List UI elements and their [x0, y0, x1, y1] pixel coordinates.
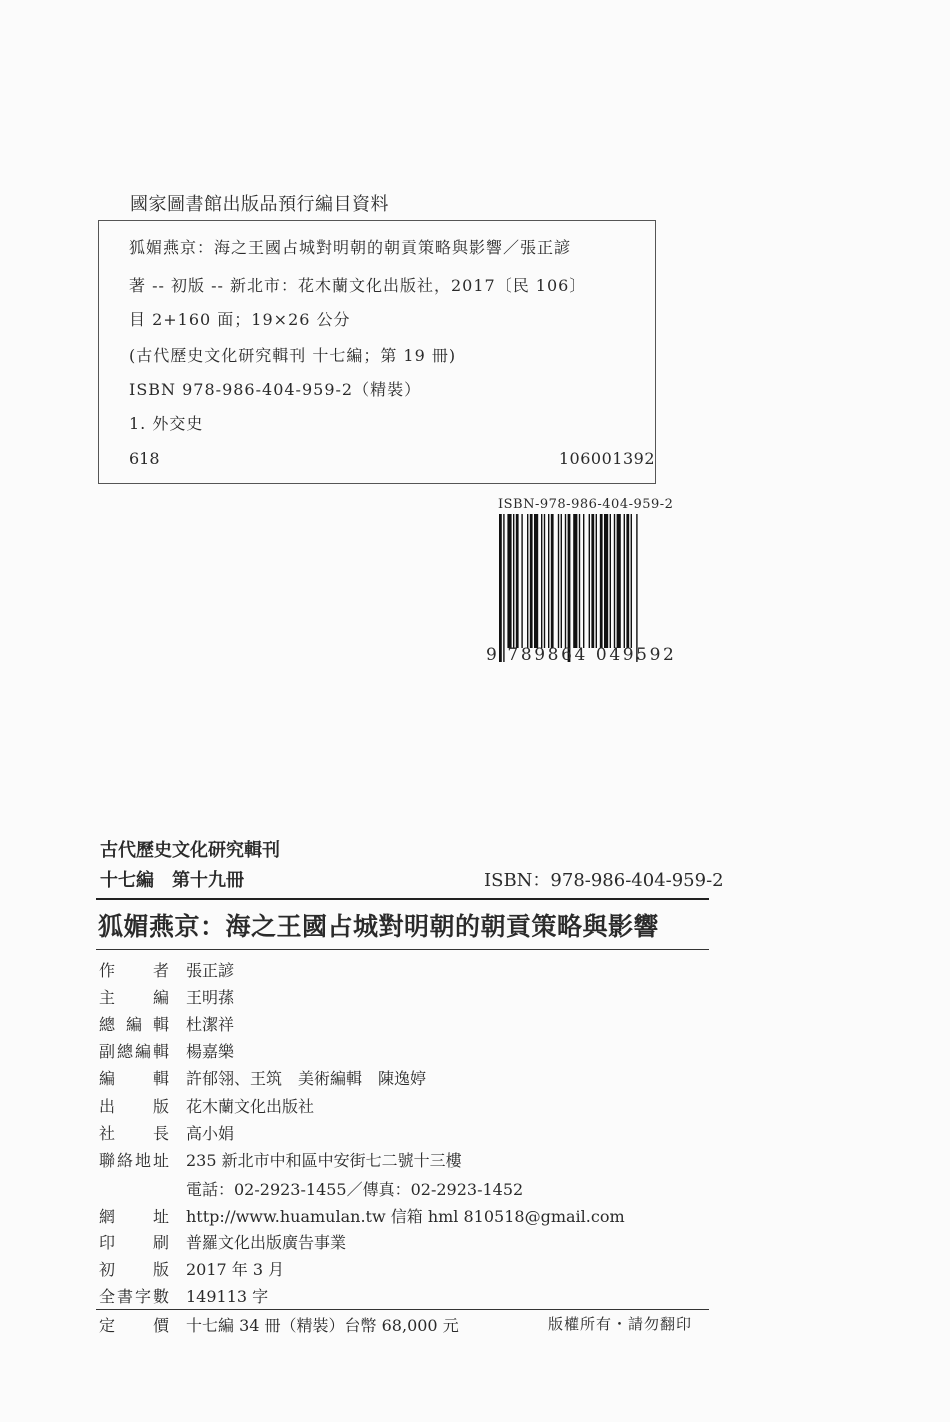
- credit-label-char: 定: [99, 1316, 116, 1335]
- barcode-bar: [589, 514, 590, 648]
- series-title: 古代歷史文化研究輯刊: [100, 840, 280, 861]
- credit-value: 149113 字: [186, 1287, 269, 1306]
- cip-record-number: 106001392: [558, 449, 655, 468]
- isbn-barcode: [497, 514, 679, 662]
- barcode-bar: [527, 514, 528, 648]
- credit-label: [99, 1230, 169, 1253]
- barcode-bar: [614, 514, 615, 648]
- credit-label: [99, 985, 169, 1008]
- credit-label: [99, 1204, 169, 1227]
- credit-label: [99, 1094, 169, 1117]
- credit-label: [99, 1313, 169, 1336]
- credit-label: [99, 1039, 169, 1062]
- divider: [96, 1309, 709, 1310]
- barcode-bar: [631, 514, 632, 648]
- barcode-bar: [626, 514, 629, 648]
- cip-imprint-line: 著 -- 初版 -- 新北市：花木蘭文化出版社，2017〔民 106〕: [129, 276, 587, 295]
- cip-pages-line: 目 2+160 面；19×26 公分: [129, 310, 351, 329]
- credit-label-char: 總: [116, 1042, 133, 1061]
- series-isbn: ISBN：978-986-404-959-2: [484, 870, 724, 891]
- copyright-notice: 版權所有・請勿翻印: [548, 1315, 693, 1333]
- credit-label-char: 副: [99, 1042, 116, 1061]
- barcode-bar: [596, 514, 597, 648]
- credit-label-char: 編: [125, 1015, 142, 1034]
- barcode-bar: [516, 514, 519, 648]
- barcode-bar: [617, 514, 621, 648]
- credit-label-char: 輯: [152, 1015, 169, 1034]
- credit-label-char: 址: [152, 1207, 169, 1226]
- credit-label: [99, 1066, 169, 1089]
- credit-label-char: 編: [152, 988, 169, 1007]
- credit-value: 花木蘭文化出版社: [186, 1097, 315, 1116]
- credit-label-char: 編: [99, 1069, 116, 1088]
- credit-label-char: 出: [99, 1097, 116, 1116]
- credit-label-char: 編: [134, 1042, 151, 1061]
- credit-label-char: 總: [99, 1015, 116, 1034]
- divider: [96, 949, 709, 950]
- credit-value: 十七編 34 冊（精裝）台幣 68,000 元: [186, 1316, 459, 1335]
- credit-label-char: 價: [152, 1316, 169, 1335]
- credit-label-char: 初: [99, 1260, 116, 1279]
- credit-label-char: 刷: [152, 1233, 169, 1252]
- credit-label-char: 者: [152, 961, 169, 980]
- credit-label-char: 作: [99, 961, 116, 980]
- barcode-isbn-label: ISBN-978-986-404-959-2: [498, 497, 674, 512]
- divider: [96, 898, 709, 900]
- barcode-bar: [624, 514, 625, 648]
- credit-label: [99, 1121, 169, 1144]
- barcode-bar: [604, 514, 608, 648]
- credit-value: 杜潔祥: [186, 1015, 235, 1034]
- credit-label-char: 地: [134, 1151, 151, 1170]
- credit-label-char: 輯: [152, 1042, 169, 1061]
- book-title: 狐媚燕京：海之王國占城對明朝的朝貢策略與影響: [98, 912, 660, 941]
- barcode-bar: [548, 514, 549, 648]
- barcode-bar: [573, 514, 577, 648]
- barcode-bar: [561, 514, 562, 648]
- credit-value: 電話：02-2923-1455／傳真：02-2923-1452: [186, 1180, 524, 1199]
- credit-label-char: 字: [134, 1287, 151, 1306]
- credit-value: 235 新北市中和區中安街七二號十三樓: [186, 1151, 462, 1170]
- credit-label: [99, 1148, 169, 1171]
- barcode-bar: [507, 514, 511, 648]
- credit-label-char: 址: [152, 1151, 169, 1170]
- credit-value: 高小娟: [186, 1124, 235, 1143]
- barcode-bar: [541, 514, 542, 648]
- barcode-bar: [636, 514, 637, 662]
- barcode-bar: [600, 514, 603, 648]
- barcode-bar: [579, 514, 580, 648]
- credit-label-char: 絡: [116, 1151, 133, 1170]
- barcode-bar: [568, 514, 571, 662]
- cip-subject-line: 1. 外交史: [129, 414, 204, 433]
- barcode-bar: [534, 514, 538, 648]
- credit-label: [99, 1012, 169, 1035]
- barcode-bar: [530, 514, 533, 648]
- cip-title-line: 狐媚燕京：海之王國占城對明朝的朝貢策略與影響／張正諺: [129, 238, 572, 257]
- cip-record-box: [98, 220, 656, 484]
- credit-label: [99, 1257, 169, 1280]
- credit-value: 許郁翎、王筑 美術編輯 陳逸婷: [186, 1069, 427, 1088]
- series-volume: 十七編 第十九冊: [100, 870, 244, 891]
- barcode-digits: 9 789864 049592: [486, 645, 677, 665]
- credit-label-char: 主: [99, 988, 116, 1007]
- credit-label-char: 版: [152, 1097, 169, 1116]
- cip-series-line: (古代歷史文化研究輯刊 十七編；第 19 冊): [129, 346, 457, 365]
- barcode-bar: [565, 514, 566, 648]
- credit-value: 楊嘉樂: [186, 1042, 235, 1061]
- barcode-bar: [513, 514, 514, 648]
- credit-label-char: 版: [152, 1260, 169, 1279]
- barcode-bar: [551, 514, 554, 648]
- barcode-bar: [499, 514, 502, 662]
- credit-label-char: 書: [116, 1287, 133, 1306]
- barcode-bar: [521, 514, 522, 648]
- credit-value: http://www.huamulan.tw 信箱 hml 810518@gmail.com: [186, 1207, 625, 1226]
- barcode-bar: [544, 514, 545, 648]
- credit-label-char: 聯: [99, 1151, 116, 1170]
- barcode-bar: [583, 514, 584, 648]
- barcode-bar: [610, 514, 611, 648]
- credit-value: 張正諺: [186, 961, 235, 980]
- cip-heading: 國家圖書館出版品預行編目資料: [130, 194, 389, 215]
- credit-value: 王明蓀: [186, 988, 235, 1007]
- barcode-bar: [503, 514, 504, 662]
- barcode-bar: [558, 514, 559, 648]
- cip-isbn-line: ISBN 978-986-404-959-2（精裝）: [129, 380, 422, 399]
- credit-value: 普羅文化出版廣告事業: [186, 1233, 347, 1252]
- credit-label-char: 數: [152, 1287, 169, 1306]
- credit-value: 2017 年 3 月: [186, 1260, 285, 1279]
- credit-label-char: 印: [99, 1233, 116, 1252]
- credit-label-char: 輯: [152, 1069, 169, 1088]
- credit-label-char: 社: [99, 1124, 116, 1143]
- credit-label-char: 長: [152, 1124, 169, 1143]
- credit-label: [99, 958, 169, 981]
- credit-label: [99, 1284, 169, 1307]
- barcode-bar: [591, 514, 594, 648]
- credit-label-char: 全: [99, 1287, 116, 1306]
- credit-label-char: 網: [99, 1207, 116, 1226]
- cip-class-number: 618: [129, 449, 160, 468]
